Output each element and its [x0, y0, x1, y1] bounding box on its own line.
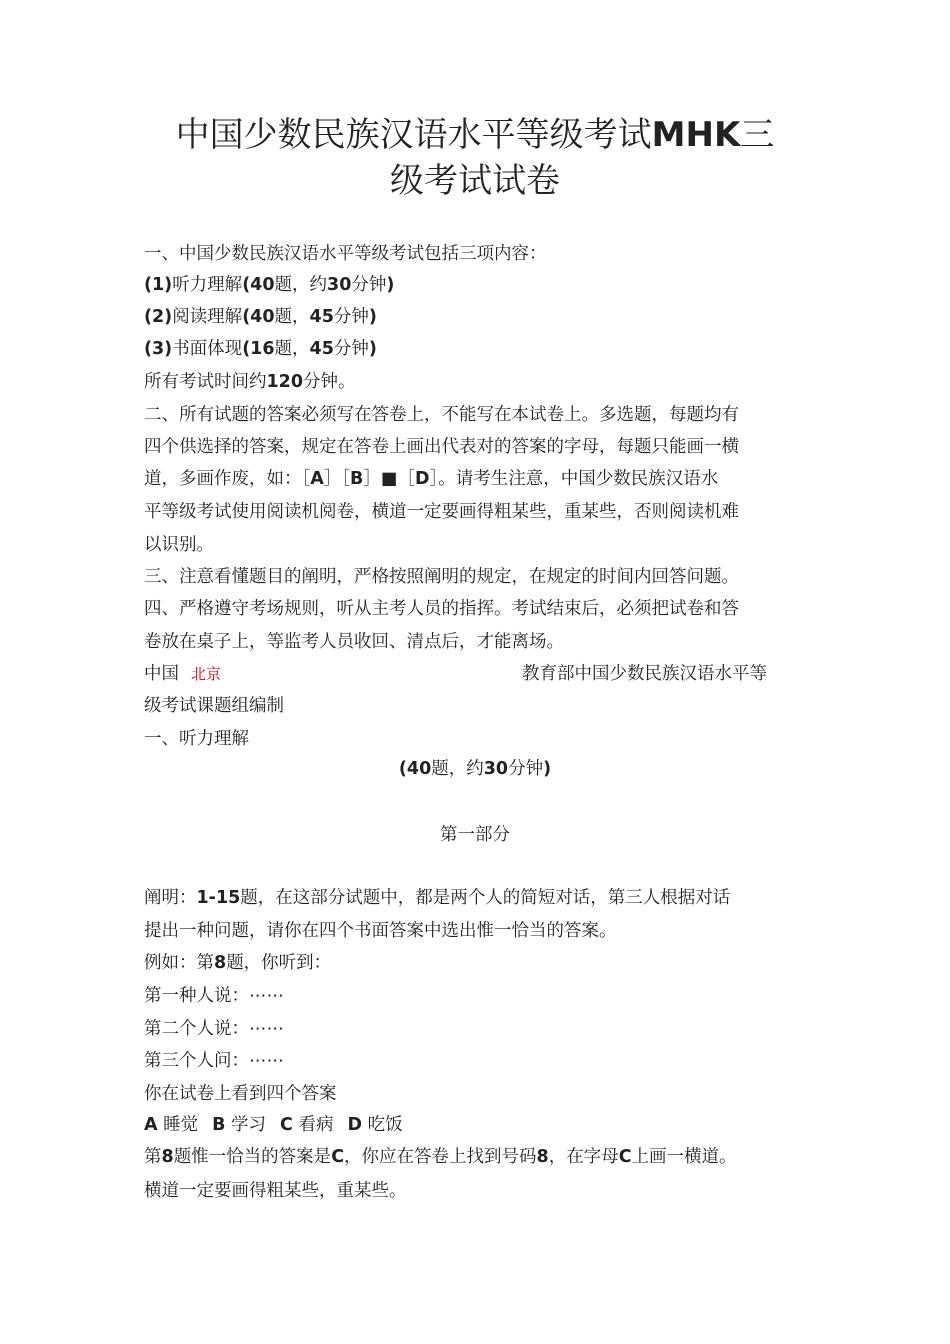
intro-paragraph-2-line-1: 二、所有试题的答案必须写在答卷上，不能写在本试卷上。多选题，每题均有: [144, 405, 739, 425]
option-a-text: 睡觉: [163, 1115, 199, 1135]
option-d-letter: D: [347, 1115, 362, 1135]
intro-item-3: (3)书面体现(16题，45分钟): [144, 339, 377, 359]
example-see-answers: 你在试卷上看到四个答案: [144, 1084, 337, 1104]
option-a-letter: A: [144, 1115, 158, 1135]
intro-paragraph-2-line-4: 平等级考试使用阅读机阅卷，横道一定要画得粗某些，重某些，否则阅读机难: [144, 502, 739, 522]
document-title: [130, 112, 820, 204]
title-tail: 三: [740, 115, 775, 155]
intro-item-1: (1)听力理解(40题，约30分钟): [144, 275, 395, 295]
example-final-note: 横道一定要画得粗某些，重某些。: [144, 1181, 407, 1201]
org-city: 北京: [191, 665, 222, 683]
option-b-text: 学习: [231, 1115, 267, 1135]
example-speaker-2: 第二个人说：⋯⋯: [144, 1019, 284, 1039]
example-answer: 第8题惟一恰当的答案是C，你应在答卷上找到号码8，在字母C上画一横道。: [144, 1147, 737, 1167]
intro-paragraph-1: 一、中国少数民族汉语水平等级考试包括三项内容：: [144, 244, 547, 264]
org-name-line-1: 教育部中国少数民族汉语水平等: [522, 664, 767, 684]
org-location: 中国 北京: [144, 664, 222, 684]
option-d-text: 吃饭: [367, 1115, 403, 1135]
section-heading: 一、听力理解: [144, 729, 249, 749]
intro-paragraph-2-line-2: 四个供选择的答案，规定在答卷上画出代表对的答案的字母，每题只能画一横: [144, 437, 739, 457]
org-name-line-2: 级考试课题组编制: [144, 696, 284, 716]
option-c-letter: C: [280, 1115, 293, 1135]
option-b-letter: B: [212, 1115, 226, 1135]
intro-paragraph-3: 三、注意看懂题目的阐明，严格按照阐明的规定，在规定的时间内回答问题。: [144, 567, 739, 587]
instructions-line-2: 提出一种问题，请你在四个书面答案中选出惟一恰当的答案。: [144, 921, 617, 941]
example-intro: 例如：第8题，你听到：: [144, 953, 332, 973]
part-heading: 第一部分: [440, 825, 510, 845]
example-options: [144, 1114, 403, 1136]
section-subtitle: (40题，约30分钟): [398, 759, 552, 779]
instructions-line-1: 阐明：1-15题，在这部分试题中，都是两个人的简短对话，第三人根据对话: [144, 888, 731, 908]
intro-paragraph-4-line-1: 四、严格遵守考场规则，听从主考人员的指挥。考试结束后，必须把试卷和答: [144, 599, 739, 619]
option-c-text: 看病: [298, 1115, 334, 1135]
intro-item-2: (2)阅读理解(40题，45分钟): [144, 307, 377, 327]
intro-paragraph-2-line-3: 道，多画作废，如：［A］［B］■［D］。请考生注意，中国少数民族汉语水: [144, 469, 719, 489]
intro-paragraph-2-line-5: 以识别。: [144, 535, 214, 555]
title-mhk: MHK: [651, 115, 741, 155]
intro-total-time: 所有考试时间约120分钟。: [144, 372, 356, 392]
title-line2: 级考试试卷: [390, 161, 560, 201]
example-speaker-1: 第一种人说：⋯⋯: [144, 986, 284, 1006]
title-text: 中国少数民族汉语水平等级考试: [175, 115, 652, 155]
intro-paragraph-4-line-2: 卷放在桌子上，等监考人员收回、清点后，才能离场。: [144, 632, 564, 652]
example-speaker-3: 第三个人问：⋯⋯: [144, 1051, 284, 1071]
